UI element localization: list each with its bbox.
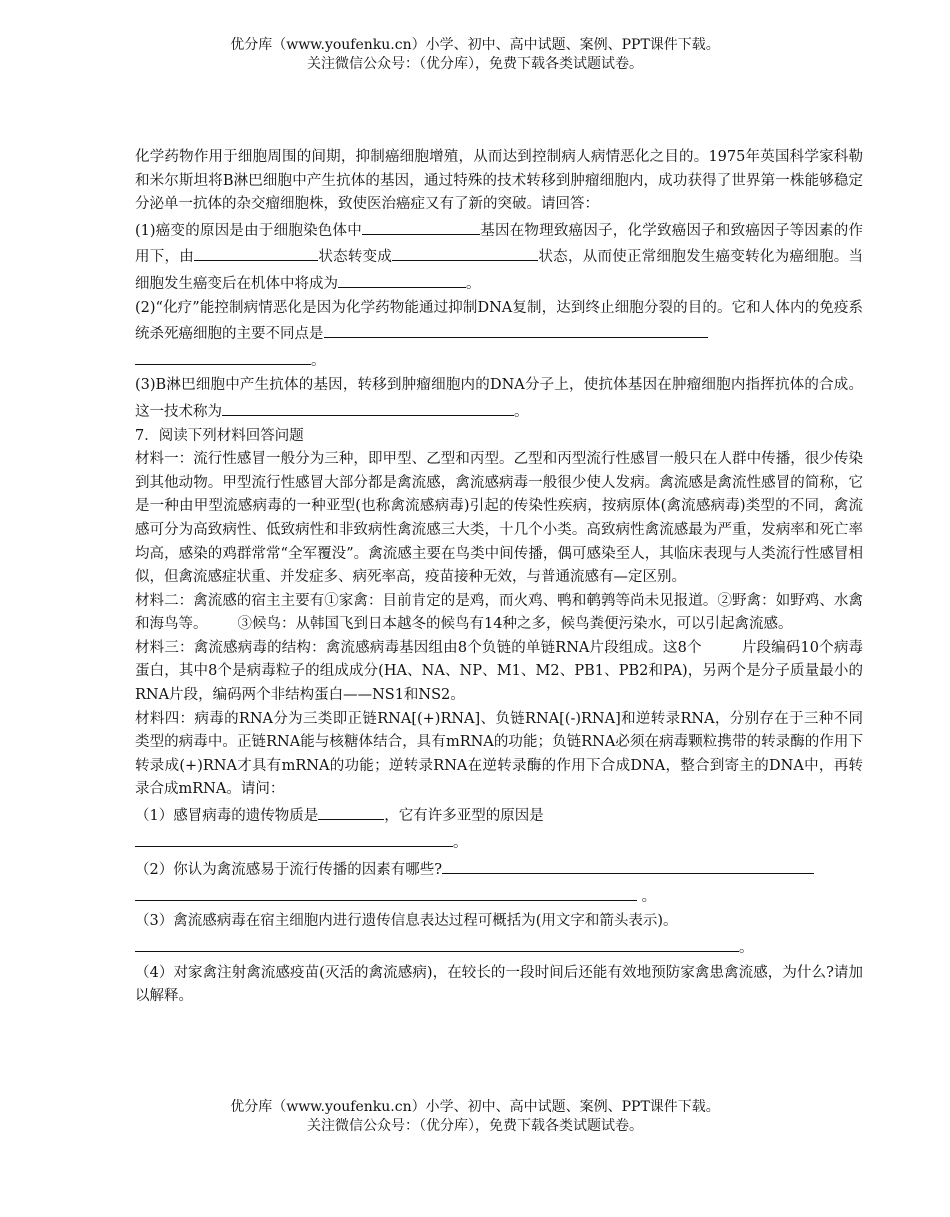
q7-sub-1: （1）感冒病毒的遗传物质是 ，它有许多亚型的原因是 [135,802,863,829]
q6-part-2: (2)“化疗”能控制病情恶化是因为化学药物能通过抑制DNA复制，达到终止细胞分裂的目的。它和人体内的免疫系统杀死癌细胞的主要不同点是 [135,299,863,343]
q7-title: 7．阅读下列材料回答问题 [135,427,304,444]
q7-sub-4: （4）对家禽注射禽流感疫苗(灭活的禽流感病)，在较长的一段时间后还能有效地预防家禽患禽流感，为什么?请加以解释。 [135,964,863,1005]
q7-sub-2: （2）你认为禽流感易于流行传播的因素有哪些? [135,856,863,883]
q7-material-1: 材料一：流行性感冒一般分为三种，即甲型、乙型和丙型。乙型和丙型流行性感冒一般只在人群中传播，很少传染到其他动物。甲型流行性感冒大部分都是禽流感，禽流感病毒一般很少使人发病。禽流感是禽流性感冒的简称，它是一种由甲型流感病毒的一种亚型(也称禽流感病毒)引起的传染性疾病，按病原体(禽流感病毒)类型的不同，禽流感可分为高致病性、低致病性和非致病性禽流感三大类，十几个小类。高致病性禽流感最为严重，发病率和死亡率均高，感染的鸡群常常“全军覆没”。禽流感主要在鸟类中间传播，偶可感染至人，其临床表现与人类流行性感冒相似，但禽流感症状重、并发症多、病死率高，疫苗接种无效，与普通流感有—定区别。 [135,451,863,586]
q7-blank-3[interactable] [442,856,814,874]
q7-sub-2-line: 。 [135,883,863,907]
q7-sub-3: （3）禽流感病毒在宿主细胞内进行遗传信息表达过程可概括为(用文字和箭头表示)。 [135,913,678,930]
q7-material-4: 材料四：病毒的RNA分为三类即正链RNA[(+)RNA]、负链RNA[(-)RNA]和逆转录RNA，分别存在于三种不同类型的病毒中。正链RNA能与核糖体结合，具有mRNA的功能；负链RNA必须在病毒颗粒携带的转录酶的作用下转录成(+)RNA才具有mRNA的功能；逆转录RNA在逆转录酶的作用下合成DNA，整合到寄主的DNA中，再转录合成mRNA。请问： [135,710,863,798]
q7-blank-1[interactable] [318,802,384,820]
q7-material-2: 材料二：禽流感的宿主主要有①家禽：目前肯定的是鸡，而火鸡、鸭和鹌鹑等尚未见报道。②野禽：如野鸡、水禽和海鸟等。 ③候鸟：从韩国飞到日本越冬的候鸟有14种之多，候鸟粪便污染水，可以引起禽流感。 [135,592,863,633]
q7-blank-5[interactable] [135,934,739,952]
q7-blank-4[interactable] [135,883,637,901]
header-line-2: 关注微信公众号：（优分库），免费下载各类试题试卷。 [307,56,643,72]
q6-blank-4[interactable] [338,270,466,288]
q6-part-3: (3)B淋巴细胞中产生抗体的基因，转移到肿瘤细胞内的DNA分子上，使抗体基因在肿瘤细胞内指挥抗体的合成。这一技术称为 。 [135,377,863,420]
q6-part-1: (1)癌变的原因是由于细胞染色体中 基因在物理致癌因子，化学致癌因子和致癌因子等因素的作用下，由 状态转变成 状态，从而使正常细胞发生癌变转化为癌细胞。当细胞发生癌变后在机体中将成为 。 [135,217,863,297]
page-footer [0,1098,950,1136]
page-header [0,36,950,74]
q7-blank-2[interactable] [135,829,453,847]
footer-line-2: 关注微信公众号：（优分库），免费下载各类试题试卷。 [307,1118,643,1134]
q6-blank-5[interactable] [324,320,708,338]
q6-blank-2[interactable] [194,243,318,261]
q7-sub-3-line: 。 [135,934,863,958]
q6-part-2-line: 。 [135,347,863,371]
q6-blank-3[interactable] [392,243,538,261]
q6-blank-7[interactable] [222,398,514,416]
header-line-1: 优分库（www.youfenku.cn）小学、初中、高中试题、案例、PPT课件下载。 [230,37,720,53]
q7-material-3: 材料三：禽流感病毒的结构：禽流感病毒基因组由8个负链的单链RNA片段组成。这8个 片段编码10个病毒蛋白，其中8个是病毒粒子的组成成分(HA、NA、NP、M1、M2、PB1、PB2和PA)，另两个是分子质量最小的RNA片段，编码两个非结构蛋白——NS1和NS2。 [135,639,864,704]
q7-sub-1-line: 。 [135,829,863,853]
q6-blank-6[interactable] [135,347,311,365]
document-body [135,146,863,1009]
footer-line-1: 优分库（www.youfenku.cn）小学、初中、高中试题、案例、PPT课件下载。 [230,1099,720,1115]
q6-intro: 化学药物作用于细胞周围的间期，抑制癌细胞增殖，从而达到控制病人病情恶化之目的。1975年英国科学家科勒和米尔斯坦将B淋巴细胞中产生抗体的基因，通过特殊的技术转移到肿瘤细胞内，成功获得了世界第一株能够稳定分泌单一抗体的杂交瘤细胞株，致使医治癌症又有了新的突破。请回答： [135,149,863,213]
q6-blank-1[interactable] [362,217,480,235]
